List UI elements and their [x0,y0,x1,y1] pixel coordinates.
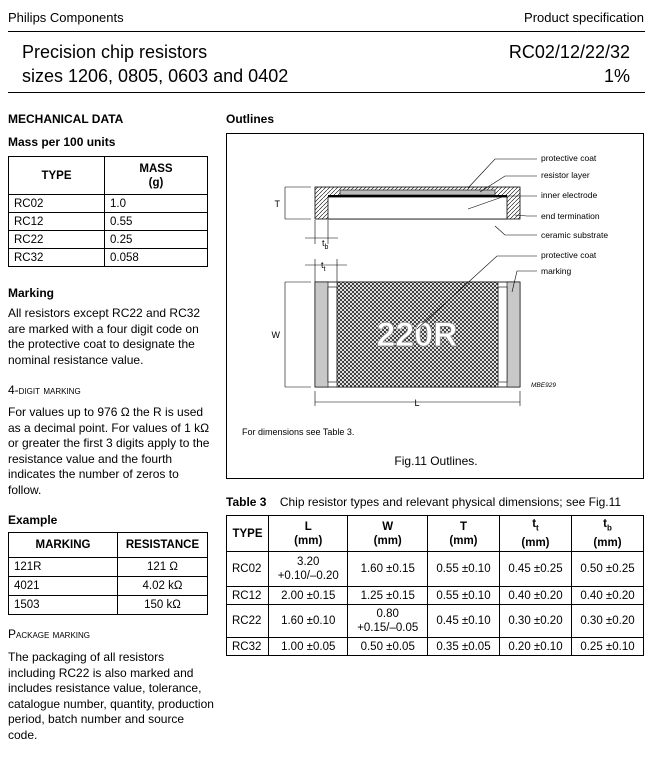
left-termination [315,282,328,387]
label-resistor-layer: resistor layer [541,170,590,180]
t3-col-tb-label: t [603,518,607,531]
protective-coat-layer [340,190,495,195]
example-resistance-cell: 150 kΩ [118,596,208,615]
t3-type-cell: RC32 [227,638,269,656]
example-resistance-cell: 4.02 kΩ [118,577,208,596]
t3-t-cell: 0.45 ±0.10 [427,605,499,638]
mass-type-cell: RC12 [9,213,105,231]
mass-col-mass [105,157,208,195]
figure-caption: Fig.11 Outlines. [394,454,478,468]
t3-col-t [427,516,499,552]
header-rule-top [8,31,645,32]
ceramic-substrate [328,197,507,219]
example-marking-cell: 121R [9,558,118,577]
t3-col-l-label: L [304,520,312,533]
t3-col-tt [499,516,571,552]
t3-l-cell: 1.00 ±0.05 [269,638,348,656]
t3-t-cell: 0.35 ±0.05 [427,638,499,656]
marking-code: 220R [376,316,458,354]
table-row [9,558,208,577]
resistor-layer [328,195,507,197]
t3-col-l-unit: (mm) [294,534,323,547]
mass-value-cell: 1.0 [105,195,208,213]
mass-heading: Mass per 100 units [8,135,116,149]
figure-ref-code: MBE929 [531,382,556,389]
t3-tb-cell: 0.40 ±0.20 [571,587,643,605]
dim-l-label: L [414,398,420,408]
mass-table [8,156,208,267]
table-row [227,552,644,587]
mass-value-cell: 0.25 [105,231,208,249]
side-view [315,187,520,219]
table-row [227,638,644,656]
example-table [8,532,208,615]
header-rule-bottom [8,92,645,93]
mass-col-mass-label: MASS [139,162,173,175]
t3-t-cell: 0.55 ±0.10 [427,587,499,605]
mass-col-type: TYPE [9,157,105,195]
four-digit-text: For values up to 976 Ω the R is used as a decimal point. For values of 1 kΩ or greater the first 3 digits apply to the resistance value and the fourth indicates the number of zeros to follow. [8,405,210,497]
example-resistance-cell: 121 Ω [118,558,208,577]
example-col-marking: MARKING [9,533,118,558]
label-ceramic-substrate: ceramic substrate [541,230,609,240]
table-row [9,596,208,615]
example-marking-cell: 1503 [9,596,118,615]
label-marking: marking [541,266,572,276]
t3-w-cell: 0.50 ±0.05 [348,638,427,656]
table3-caption-label: Table 3 [226,495,267,509]
example-col-resistance: RESISTANCE [118,533,208,558]
t3-tb-cell: 0.25 ±0.10 [571,638,643,656]
part-numbers: RC02/12/22/32 [508,42,630,62]
mass-type-cell: RC22 [9,231,105,249]
four-digit-heading: 4-digit marking [8,383,81,397]
t3-col-tt-label: t [532,518,537,531]
t3-col-w-label: W [382,520,394,533]
t3-w-cell: 1.25 ±0.15 [348,587,427,605]
mass-col-mass-unit: (g) [148,176,164,189]
t3-type-cell: RC02 [227,552,269,587]
mass-value-cell: 0.058 [105,249,208,267]
t3-col-t-label: T [459,520,467,533]
t3-tt-cell: 0.30 ±0.20 [499,605,571,638]
t3-col-w-unit: (mm) [373,534,402,547]
t3-col-tb-sub: b [606,523,612,533]
label-protective-coat: protective coat [541,153,597,163]
document-type: Product specification [524,10,644,25]
dim-tb-label: $t_b$ [322,238,329,251]
t3-col-tb-unit: (mm) [593,536,622,549]
t3-col-w [348,516,427,552]
dimensions-table [226,515,644,656]
t3-col-tt-sub: t [536,523,539,533]
mass-type-cell: RC32 [9,249,105,267]
t3-tb-cell: 0.50 ±0.25 [571,552,643,587]
table-row [9,249,208,267]
company-name: Philips Components [8,10,124,25]
t3-col-t-unit: (mm) [449,534,478,547]
dim-w-label: W [271,330,280,340]
label-protective-coat-2: protective coat [541,250,597,260]
t3-col-type: TYPE [227,516,269,552]
t3-t-cell: 0.55 ±0.10 [427,552,499,587]
t3-col-tb [571,516,643,552]
package-heading: Package marking [8,627,91,641]
marking-text: All resistors except RC22 and RC32 are marked with a four digit code on the protective coat to designate the nominal resistance value. [8,306,201,367]
label-end-termination: end termination [541,211,600,221]
t3-col-l [269,516,348,552]
t3-type-cell: RC22 [227,605,269,638]
table3-caption-text: Chip resistor types and relevant physical dimensions; see Fig.11 [279,495,622,509]
table-row [9,577,208,596]
t3-l-cell: 3.20 +0.10/–0.20 [269,552,348,587]
t3-w-cell: 1.60 ±0.15 [348,552,427,587]
tolerance: 1% [603,66,630,86]
t3-l-cell: 2.00 ±0.15 [269,587,348,605]
outline-drawing [227,134,645,480]
t3-col-tt-unit: (mm) [521,536,550,549]
section-title: MECHANICAL DATA [8,112,124,126]
table-row [9,213,208,231]
figure-note: For dimensions see Table 3. [242,427,355,437]
t3-type-cell: RC12 [227,587,269,605]
page-title-line2: sizes 1206, 0805, 0603 and 0402 [22,66,289,86]
t3-tt-cell: 0.20 ±0.10 [499,638,571,656]
table-row [227,587,644,605]
t3-l-cell: 1.60 ±0.10 [269,605,348,638]
example-heading: Example [8,513,58,527]
right-termination [507,282,520,387]
example-marking-cell: 4021 [9,577,118,596]
t3-tt-cell: 0.40 ±0.20 [499,587,571,605]
dim-t-label: T [274,199,280,209]
marking-heading: Marking [8,286,55,300]
t3-w-cell: 0.80 +0.15/–0.05 [348,605,427,638]
package-text: The packaging of all resistors including RC22 is also marked and includes resistance value, tolerance, catalogue number, quantity, production period, batch number and source code. [8,650,214,742]
outlines-heading: Outlines [226,112,275,126]
label-inner-electrode: inner electrode [541,190,598,200]
table-row [9,195,208,213]
mass-value-cell: 0.55 [105,213,208,231]
table-row [227,605,644,638]
t3-tb-cell: 0.30 ±0.20 [571,605,643,638]
page-title-line1: Precision chip resistors [22,42,208,62]
table-row [9,231,208,249]
mass-type-cell: RC02 [9,195,105,213]
figure-box [226,133,644,479]
table3-caption [226,495,621,509]
top-view [315,282,520,387]
dim-tt-label: $t_t$ [321,260,326,273]
t3-tt-cell: 0.45 ±0.25 [499,552,571,587]
